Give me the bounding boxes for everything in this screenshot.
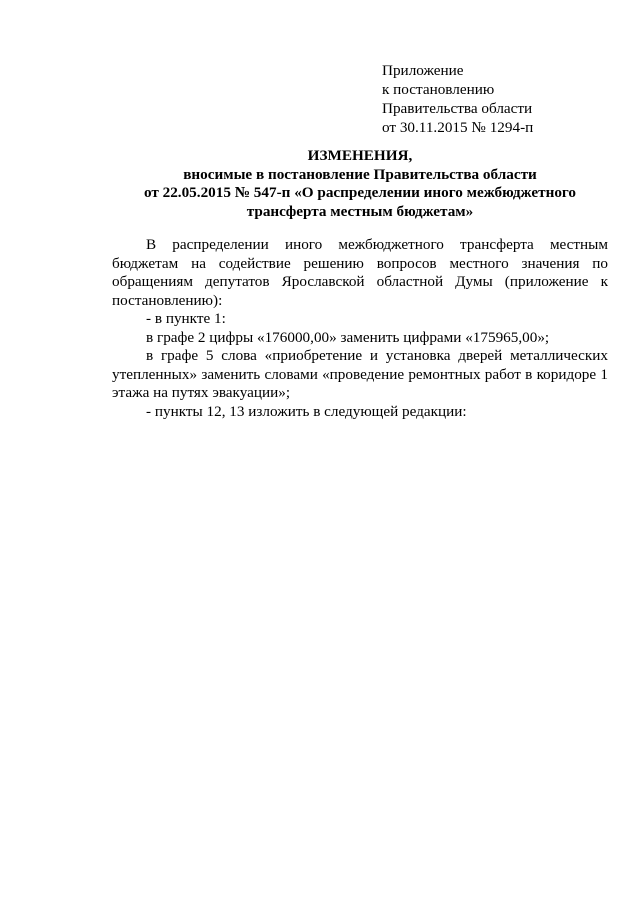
intro-paragraph: В распределении иного межбюджетного трансферта местным бюджетам на содействие решению вопросов местного значения по обращениям депутатов Ярославской областной Думы (приложение к постановлению): [112,236,608,309]
appendix-line-4: от 30.11.2015 № 1294-п [382,119,534,136]
appendix-block [382,61,533,137]
item-column-2-change: в графе 2 цифры «176000,00» заменить цифрами «175965,00»; [146,328,550,346]
item-points-12-13: - пункты 12, 13 изложить в следующей редакции: [146,402,467,420]
heading-line-4: трансферта местным бюджетам» [246,202,474,220]
document-body [112,236,608,421]
appendix-line-3: Правительства области [382,100,533,117]
appendix-line-2: к постановлению [382,81,495,98]
item-column-5-change: в графе 5 слова «приобретение и установка дверей металлических утепленных» заменить словами «проведение ремонтных работ в коридоре 1 этажа на путях эвакуации»; [112,347,608,401]
item-point-1: - в пункте 1: [146,310,226,327]
heading-line-3: от 22.05.2015 № 547-п «О распределении иного межбюджетного [143,184,577,201]
appendix-line-1: Приложение [382,62,464,79]
document-heading [60,147,640,221]
heading-line-2: вносимые в постановление Правительства области [183,165,537,183]
heading-title: ИЗМЕНЕНИЯ, [307,147,413,164]
